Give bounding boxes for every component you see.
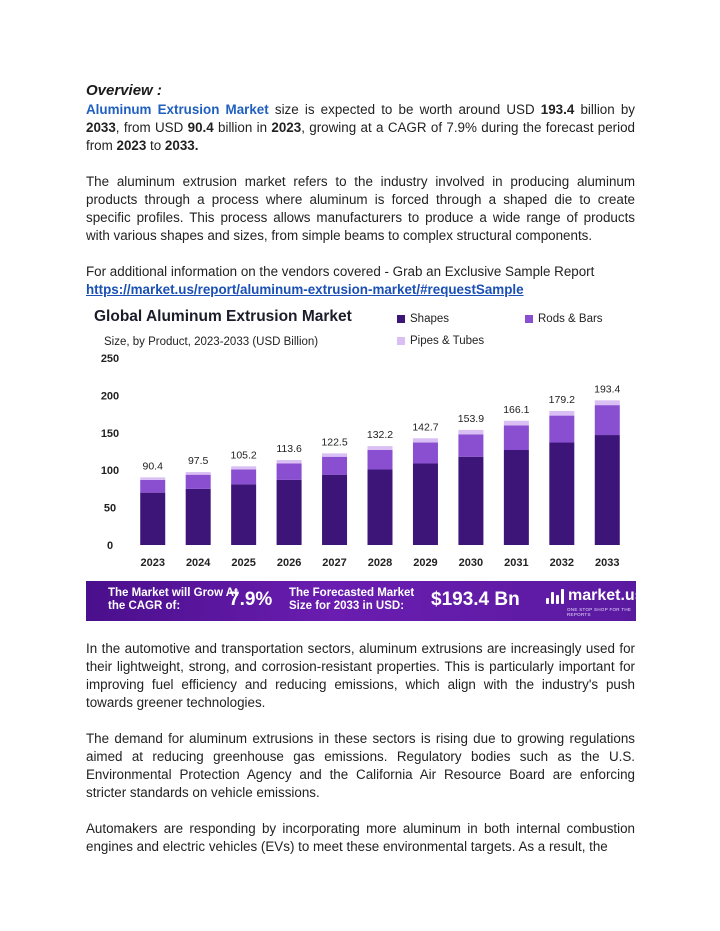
bar-shapes-2026	[277, 480, 302, 545]
bar-pipes-tubes-2033	[595, 400, 620, 405]
body-continued	[86, 640, 635, 856]
data-label-2031: 166.1	[503, 403, 530, 416]
y-tick-label: 50	[103, 502, 117, 515]
cagr-value: 7.9%	[229, 589, 273, 610]
bar-rods-bars-2025	[231, 469, 256, 484]
bar-pipes-tubes-2028	[368, 446, 393, 450]
forecast-value: $193.4 Bn	[431, 589, 520, 610]
data-label-2025: 105.2	[230, 449, 257, 462]
bar-shapes-2028	[368, 469, 393, 545]
bar-pipes-tubes-2029	[413, 438, 438, 442]
bar-shapes-2023	[140, 493, 165, 545]
bar-pipes-tubes-2025	[231, 466, 256, 469]
legend-label: Shapes	[410, 313, 450, 325]
bar-rods-bars-2030	[458, 434, 483, 456]
year-2033: 2033	[86, 120, 116, 135]
bar-pipes-tubes-2031	[504, 421, 529, 426]
data-label-2029: 142.7	[412, 421, 439, 434]
chart-banner	[86, 581, 644, 621]
bar-pipes-tubes-2030	[458, 430, 483, 434]
y-tick-label: 150	[100, 427, 120, 440]
y-tick-label: 0	[106, 540, 114, 552]
legend-label: Rods & Bars	[538, 313, 603, 325]
x-tick-label-2028: 2028	[367, 557, 393, 569]
bar-shapes-2032	[549, 443, 574, 545]
automakers-paragraph: Automakers are responding by incorporating more aluminum in both internal combustion engines and electric vehicles (EVs) to meet these environmental targets. As a result, the	[86, 821, 635, 854]
y-tick-label: 200	[100, 390, 120, 403]
forecast-label: The Forecasted Market Size for 2033 in USD:	[289, 587, 415, 612]
cagr-label: The Market will Grow At the CAGR of:	[108, 587, 238, 612]
x-tick-label-2025: 2025	[231, 557, 256, 569]
automotive-paragraph: In the automotive and transportation sectors, aluminum extrusions are increasingly used for their lightweight, strong, and corrosion-resistant properties. This is particularly important for improving fuel efficiency and reducing emissions, which align with the industry's push towards greener technologies.	[86, 641, 635, 710]
definition-paragraph: The aluminum extrusion market refers to the industry involved in producing aluminum products through a process where aluminum is forced through a shaped die to create specific profiles. This process allows manufacturers to produce a wide range of products with various shapes and sizes, from simple beams to complex structural components.	[86, 174, 635, 243]
bar-rods-bars-2033	[595, 405, 620, 435]
overview-text-6: to	[146, 138, 165, 153]
bar-rods-bars-2023	[140, 480, 165, 493]
overview-text-5: , growing at a CAGR of 7.9% during the forecast period from	[86, 120, 635, 153]
x-tick-label-2023: 2023	[140, 557, 165, 569]
chart-subtitle: Size, by Product, 2023-2033 (USD Billion)	[104, 336, 319, 348]
value-2033: 193.4	[540, 102, 575, 117]
x-tick-label-2024: 2024	[185, 557, 211, 569]
bar-rods-bars-2028	[368, 450, 393, 469]
data-label-2026: 113.6	[276, 443, 302, 456]
year-2023: 2023	[271, 120, 302, 135]
bar-shapes-2025	[231, 484, 256, 545]
x-tick-label-2027: 2027	[322, 557, 347, 569]
brand-name: market.us	[568, 587, 644, 604]
x-tick-label-2032: 2032	[549, 557, 575, 569]
market-chart	[86, 305, 644, 620]
x-tick-label-2033: 2033	[595, 557, 620, 569]
sample-text: For additional information on the vendors covered - Grab an Exclusive Sample Report	[86, 264, 595, 279]
overview-heading: Overview :	[86, 82, 162, 99]
bar-pipes-tubes-2032	[549, 411, 574, 416]
market-link[interactable]: Aluminum Extrusion Market	[86, 102, 269, 117]
bar-shapes-2030	[458, 457, 483, 545]
value-2023: 90.4	[187, 120, 214, 135]
page-content	[86, 82, 644, 620]
x-tick-label-2029: 2029	[413, 557, 438, 569]
brand-logo	[546, 587, 644, 605]
bar-pipes-tubes-2026	[277, 460, 302, 463]
bar-rods-bars-2027	[322, 457, 347, 475]
overview-text-1: size is expected to be worth around USD	[268, 102, 541, 117]
data-label-2030: 153.9	[457, 412, 485, 425]
legend-label: Pipes & Tubes	[410, 335, 485, 347]
bar-shapes-2033	[595, 435, 620, 545]
forecast-end: 2033.	[164, 138, 199, 153]
x-tick-label-2026: 2026	[276, 557, 302, 569]
bar-rods-bars-2029	[413, 443, 438, 464]
bar-rods-bars-2026	[277, 463, 302, 479]
market-us-icon	[546, 588, 564, 604]
overview-text-2: billion by	[574, 102, 636, 117]
bar-shapes-2031	[504, 450, 529, 545]
bar-pipes-tubes-2027	[322, 453, 347, 456]
data-label-2028: 132.2	[366, 429, 394, 442]
overview-paragraph	[86, 101, 635, 155]
data-label-2033: 193.4	[594, 383, 621, 396]
chart-plot	[86, 305, 636, 581]
data-label-2024: 97.5	[187, 455, 209, 468]
bar-rods-bars-2031	[504, 425, 529, 450]
regulation-paragraph: The demand for aluminum extrusions in these sectors is rising due to growing regulations aimed at reducing greenhouse gas emissions. Regulatory bodies such as the U.S. Environmental Protection Agency and the California Air Resource Board are enforcing stricter standards on vehicle emissions.	[86, 731, 635, 800]
data-label-2027: 122.5	[321, 436, 348, 449]
data-label-2023: 90.4	[142, 460, 163, 473]
x-tick-label-2030: 2030	[458, 557, 484, 569]
bar-shapes-2027	[322, 475, 347, 545]
chart-title: Global Aluminum Extrusion Market	[94, 308, 352, 325]
sample-report-link[interactable]: https://market.us/report/aluminum-extrusion-market/#requestSample	[86, 282, 524, 297]
overview-text-4: billion in	[213, 120, 272, 135]
y-tick-label: 100	[100, 465, 120, 478]
data-label-2032: 179.2	[548, 393, 575, 406]
x-tick-label-2031: 2031	[504, 557, 529, 569]
bar-rods-bars-2032	[549, 416, 574, 443]
bar-pipes-tubes-2024	[186, 472, 211, 475]
brand-tagline: ONE STOP SHOP FOR THE REPORTS	[567, 607, 632, 617]
overview-text-3: , from USD	[115, 120, 188, 135]
bar-shapes-2024	[186, 489, 211, 545]
forecast-start: 2023	[116, 138, 147, 153]
bar-rods-bars-2024	[186, 475, 211, 489]
y-tick-label: 250	[100, 353, 120, 365]
bar-shapes-2029	[413, 463, 438, 545]
bar-pipes-tubes-2023	[140, 477, 165, 480]
